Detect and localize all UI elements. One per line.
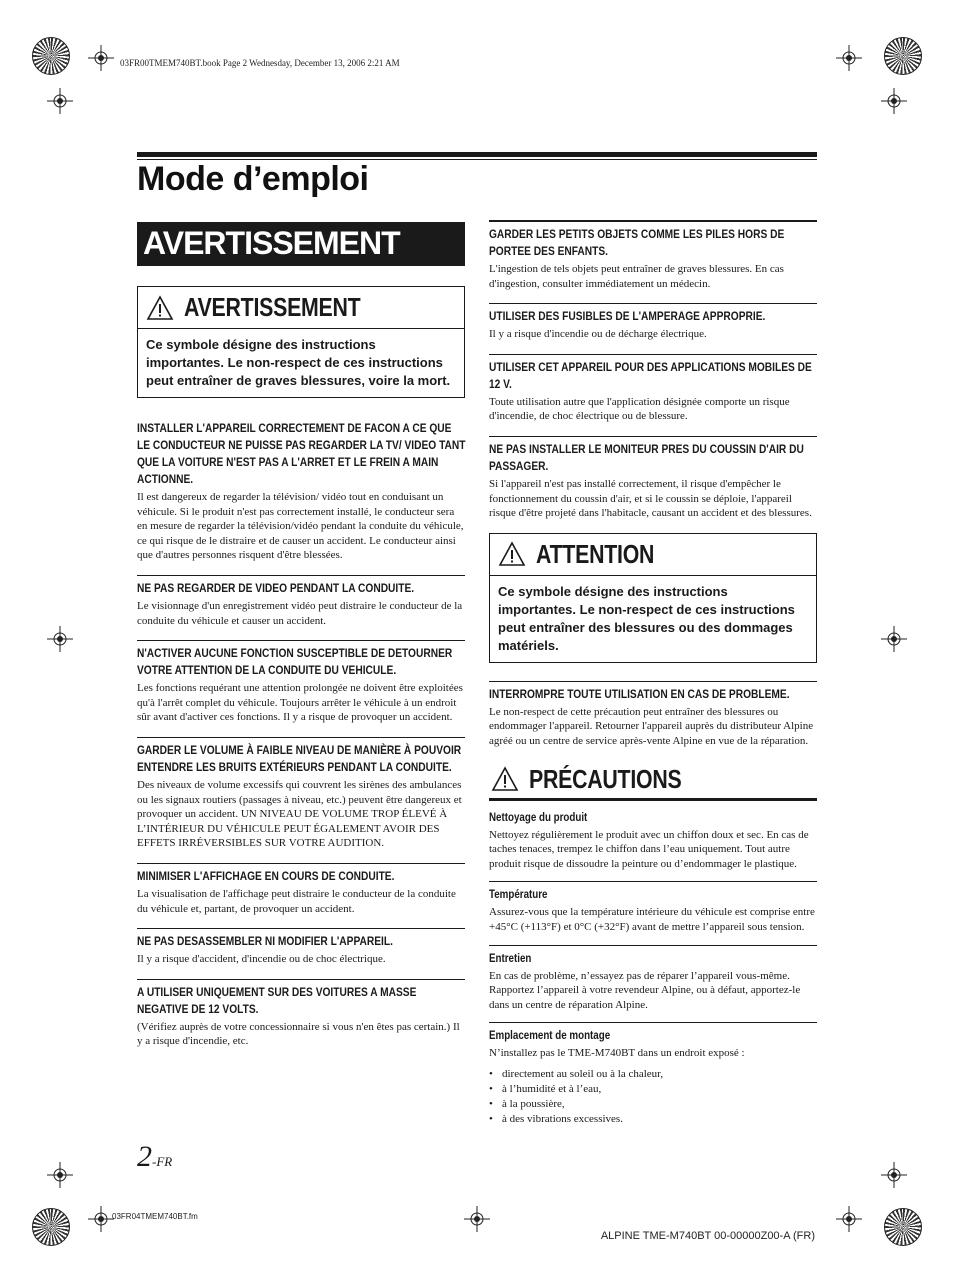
- crosshair-mark-icon: [88, 1206, 114, 1232]
- registration-mark-icon: [32, 37, 70, 75]
- warning-section: [137, 863, 465, 916]
- title-rule: [137, 152, 817, 157]
- warning-text: Il y a risque d'accident, d'incendie ou de choc électrique.: [137, 953, 386, 966]
- warning-text: Il y a risque d'incendie ou de décharge électrique.: [489, 328, 707, 341]
- precaution-text: Assurez-vous que la température intérieure du véhicule est comprise entre +45°C (+113°F) et 0°C (+32°F) avant de mettre l’appareil sous tension.: [489, 906, 815, 933]
- precaution-heading: Emplacement de montage: [489, 1030, 611, 1043]
- precaution-heading: Entretien: [489, 952, 532, 965]
- warning-section: [137, 979, 465, 1049]
- warning-triangle-icon: [498, 541, 526, 567]
- attention-section: [489, 681, 817, 749]
- page-number: [137, 1140, 172, 1174]
- warning-heading: INSTALLER L'APPAREIL CORRECTEMENT DE FACON A CE QUE LE CONDUCTEUR NE PUISSE PAS REGARDER LA TV/ VIDEO TANT QUE LA VOITURE N'EST PAS A L'ARRET ET LE FREIN A MAIN ACTIONNE.: [137, 421, 466, 486]
- attention-box: [489, 533, 817, 663]
- warning-heading: NE PAS INSTALLER LE MONITEUR PRES DU COUSSIN D'AIR DU PASSAGER.: [489, 441, 804, 473]
- crosshair-mark-icon: [836, 1206, 862, 1232]
- warning-text: Toute utilisation autre que l'application désignée comporte un risque d'incendie, de choc électrique ou de blessure.: [489, 395, 790, 423]
- list-item: • à la poussière,: [489, 1097, 817, 1112]
- precaution-text: Nettoyez régulièrement le produit avec un chiffon doux et sec. En cas de taches tenaces, trempez le chiffon dans l’eau uniquement. Tout autre produit risque de dissoudre la peinture ou d’endommager le plastique.: [489, 828, 809, 870]
- warning-section: [137, 737, 465, 851]
- crosshair-mark-icon: [88, 45, 114, 71]
- warning-text: L'ingestion de tels objets peut entraîner de graves blessures. En cas d'ingestion, consulter immédiatement un médecin.: [489, 263, 784, 290]
- footer-model: ALPINE TME-M740BT 00-00000Z00-A (FR): [600, 1230, 815, 1242]
- crosshair-mark-icon: [881, 626, 907, 652]
- warning-section: [137, 575, 465, 628]
- warning-text: (Vérifiez auprès de votre concessionnaire si vous n'en êtes pas certain.) Il y a risque d'incendie, etc.: [137, 1020, 460, 1048]
- warning-section: [489, 220, 817, 291]
- footer-filename: 03FR04TMEM740BT.fm: [112, 1212, 198, 1221]
- warning-text: Le visionnage d'un enregistrement vidéo peut distraire le conducteur de la conduite du véhicule et causer un accident.: [137, 599, 463, 627]
- avertissement-box-title: AVERTISSEMENT: [184, 292, 361, 322]
- attention-text: Le non-respect de cette précaution peut entraîner des blessures ou endommager l'appareil. Retourner l'appareil auprès du distributeur Alpine agréé ou un centre de service après-vente Alpine en vue de la réparation.: [489, 705, 814, 747]
- registration-mark-icon: [884, 37, 922, 75]
- warning-section: [137, 928, 465, 967]
- precaution-item: [489, 945, 817, 1013]
- warning-heading: UTILISER DES FUSIBLES DE L'AMPERAGE APPROPRIE.: [489, 309, 766, 324]
- attention-heading: INTERROMPRE TOUTE UTILISATION EN CAS DE PROBLEME.: [489, 686, 790, 701]
- avertissement-box: [137, 286, 465, 398]
- warning-heading: NE PAS DESASSEMBLER NI MODIFIER L'APPAREIL.: [137, 934, 393, 949]
- warning-section: [489, 303, 817, 342]
- warning-section: [489, 354, 817, 424]
- left-column: [137, 286, 465, 1061]
- warning-text: Il est dangereux de regarder la télévision/ vidéo tout en conduisant un véhicule. Si le produit n'est pas correctement installé, le conducteur sera en mesure de regarder la télévision/vidéo pendant la conduite du véhicule, ce qui risque de le distraire et de causer un accident. Le conducteur ainsi que d'autres personnes risquent d'être blessées.: [137, 491, 464, 562]
- page-number-suffix: -FR: [152, 1154, 173, 1169]
- warning-text: La visualisation de l'affichage peut distraire le conducteur de la conduite du véhicule et, partant, de provoquer un accident.: [137, 887, 456, 915]
- section-banner: AVERTISSEMENT: [137, 222, 465, 266]
- warning-heading: UTILISER CET APPAREIL POUR DES APPLICATIONS MOBILES DE 12 V.: [489, 359, 812, 391]
- warning-text: Les fonctions requérant une attention prolongée ne doivent être exploitées qu'à l'arrêt complet du véhicule. Toujours arrêter le véhicule à un endroit sûr avant d'activer ces fonctions. Il y a risque de provoquer un accident.: [137, 682, 463, 724]
- precaution-item: [489, 1022, 817, 1127]
- avertissement-box-body: Ce symbole désigne des instructions importantes. Le non-respect de ces instructions peut entraîner de graves blessures, voire la mort.: [146, 337, 451, 388]
- page-number-value: 2: [137, 1140, 152, 1173]
- warning-section: [137, 640, 465, 725]
- warning-heading: A UTILISER UNIQUEMENT SUR DES VOITURES A MASSE NEGATIVE DE 12 VOLTS.: [137, 984, 417, 1016]
- attention-box-body: Ce symbole désigne des instructions importantes. Le non-respect de ces instructions peut entraîner des blessures ou des dommages matériels.: [498, 583, 795, 653]
- page-title: Mode d’emploi: [137, 160, 369, 198]
- registration-mark-icon: [32, 1208, 70, 1246]
- warning-text: Si l'appareil n'est pas installé correctement, il risque d'empêcher le fonctionnement du coussin d'air, et si le coussin se déploie, l'appareil risque d'être projeté dans l'habitacle, causant un accident et des blessures.: [489, 477, 812, 520]
- warning-section: [489, 436, 817, 521]
- warning-text: Des niveaux de volume excessifs qui couvrent les sirènes des ambulances ou les signaux routiers (passages à niveau, etc.) peuvent être dangereux et provoquer un accident. UN NIVEAU DE VOLUME TROP ÉLEVÉ À L’INTÉRIEUR DU VÉHICULE PEUT ÉGALEMENT AVOIR DES EFFETS IRRÉVERSIBLES SUR VOTRE AUDITION.: [137, 778, 462, 850]
- avertissement-box-header: [138, 287, 464, 329]
- warning-triangle-icon: [491, 766, 519, 792]
- precaution-text: En cas de problème, n’essayez pas de réparer l’appareil vous-même. Rapportez l’appareil à votre revendeur Alpine, ou à défaut, apportez-le dans un centre de réparation Alpine.: [489, 969, 801, 1011]
- right-column: [489, 220, 817, 1137]
- book-info-header: 03FR00TMEM740BT.book Page 2 Wednesday, December 13, 2006 2:21 AM: [120, 58, 400, 68]
- warning-triangle-icon: [146, 295, 174, 321]
- list-item: • à des vibrations excessives.: [489, 1112, 817, 1127]
- precaution-item: [489, 811, 817, 872]
- precaution-heading: Nettoyage du produit: [489, 811, 588, 824]
- warning-heading: GARDER LES PETITS OBJETS COMME LES PILES HORS DE PORTEE DES ENFANTS.: [489, 227, 785, 258]
- crosshair-mark-icon: [464, 1206, 490, 1232]
- crosshair-mark-icon: [47, 88, 73, 114]
- precautions-header: [489, 761, 817, 801]
- attention-box-title: ATTENTION: [536, 538, 655, 569]
- warning-heading: NE PAS REGARDER DE VIDEO PENDANT LA CONDUITE.: [137, 580, 415, 595]
- crosshair-mark-icon: [47, 626, 73, 652]
- list-item: • directement au soleil ou à la chaleur,: [489, 1067, 817, 1082]
- crosshair-mark-icon: [881, 1162, 907, 1188]
- crosshair-mark-icon: [836, 45, 862, 71]
- precaution-heading: Température: [489, 889, 548, 902]
- precautions-title: PRÉCAUTIONS: [529, 763, 682, 794]
- precaution-item: [489, 881, 817, 934]
- registration-mark-icon: [884, 1208, 922, 1246]
- warning-heading: MINIMISER L'AFFICHAGE EN COURS DE CONDUITE.: [137, 868, 395, 883]
- warning-heading: N'ACTIVER AUCUNE FONCTION SUSCEPTIBLE DE DETOURNER VOTRE ATTENTION DE LA CONDUITE DU VEHICULE.: [137, 646, 453, 678]
- attention-box-header: [490, 534, 816, 576]
- mounting-bullet-list: [489, 1067, 817, 1127]
- warning-section: [137, 416, 465, 563]
- list-item: • à l’humidité et à l’eau,: [489, 1082, 817, 1097]
- crosshair-mark-icon: [881, 88, 907, 114]
- crosshair-mark-icon: [47, 1162, 73, 1188]
- precaution-text: N’installez pas le TME-M740BT dans un endroit exposé :: [489, 1047, 745, 1060]
- warning-heading: GARDER LE VOLUME À FAIBLE NIVEAU DE MANIÈRE À POUVOIR ENTENDRE LES BRUITS EXTÉRIEURS PENDANT LA CONDUITE.: [137, 742, 462, 774]
